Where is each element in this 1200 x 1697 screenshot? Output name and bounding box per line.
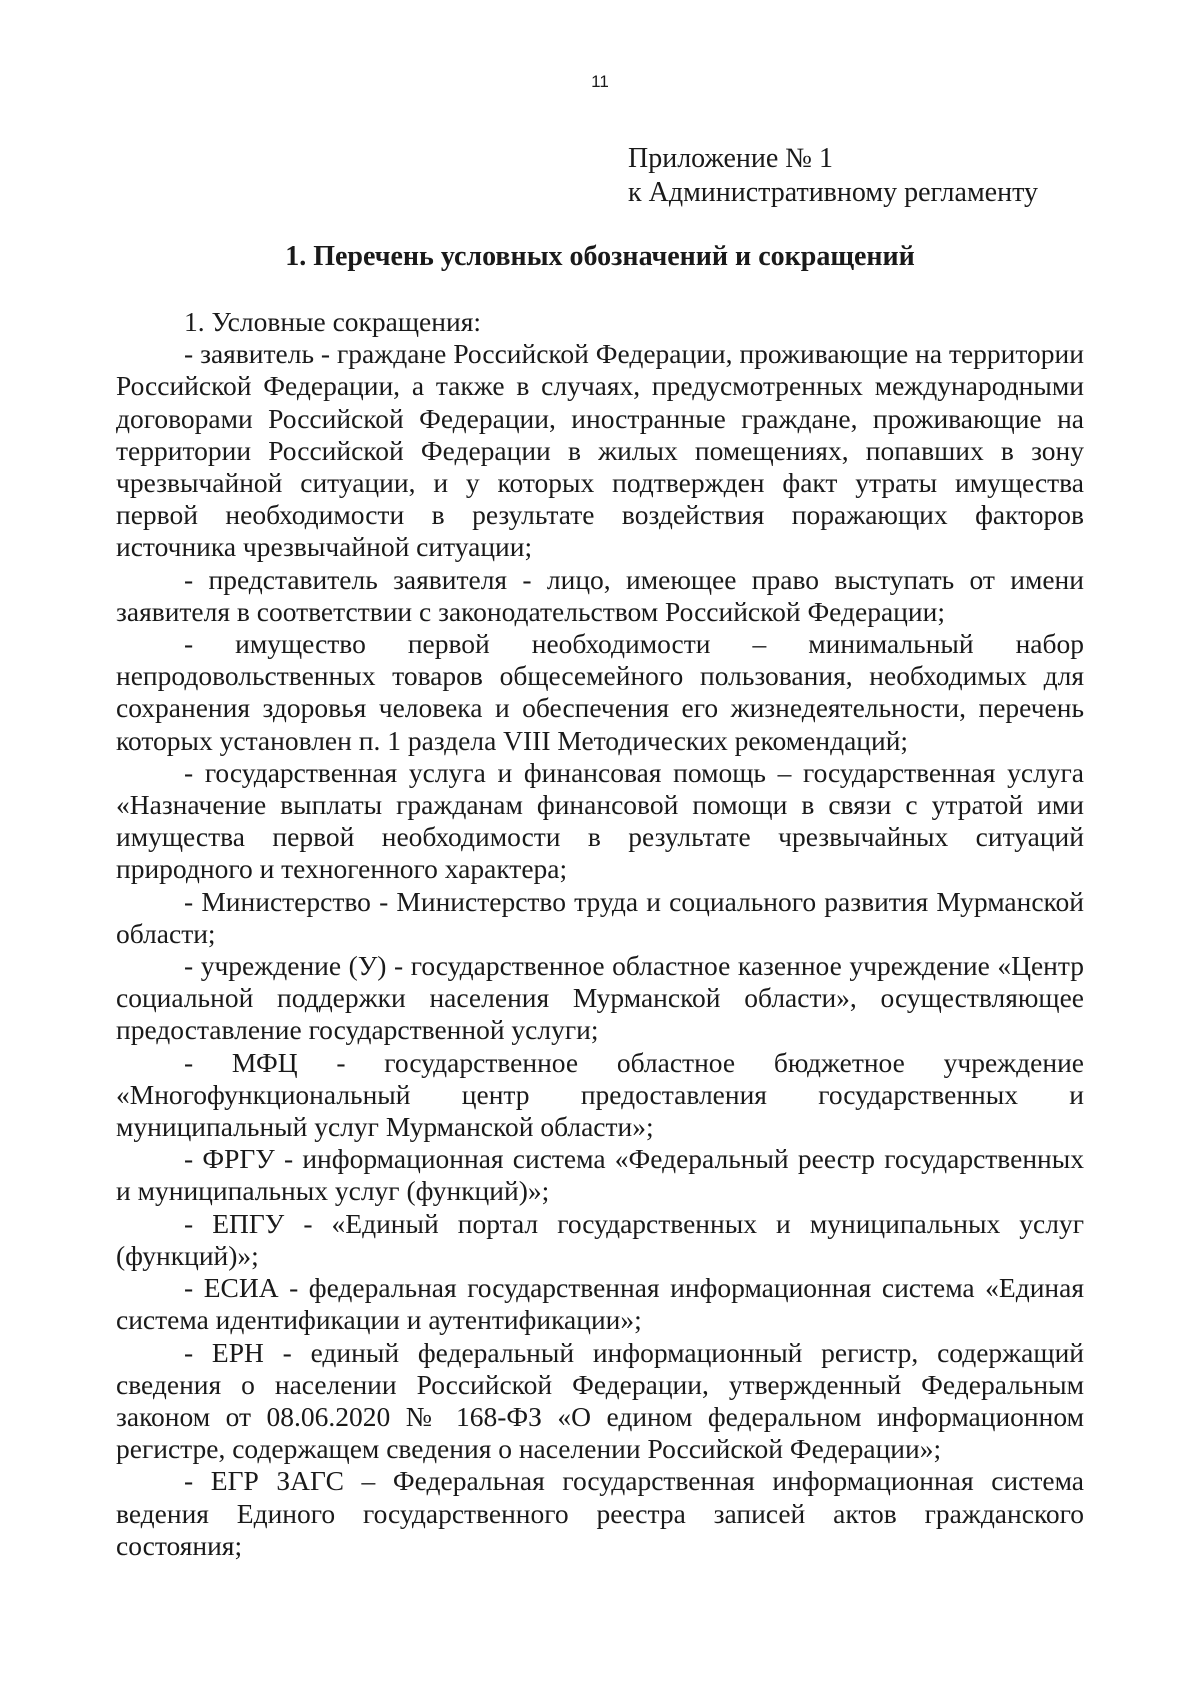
definition-egr-zags: - ЕГР ЗАГС – Федеральная государственная информационная система ведения Единого государственного реестра записей актов гражданского состояния; <box>116 1465 1084 1561</box>
appendix-reference <box>628 142 1038 210</box>
definition-state-service: - государственная услуга и финансовая помощь – государственная услуга «Назначение выплаты гражданам финансовой помощи в связи с утратой ими имущества первой необходимости в результате чрезвычайных ситуаций природного и техногенного характера; <box>116 756 1084 885</box>
definition-mfc: - МФЦ - государственное областное бюджетное учреждение «Многофункциональный центр предоставления государственных и муниципальный услуг Мурманской области»; <box>116 1046 1084 1143</box>
definition-applicant: - заявитель - граждане Российской Федерации, проживающие на территории Российской Федерации, а также в случаях, предусмотренных международными договорами Российской Федерации, иностранные граждане, проживающие на территории Российской Федерации в жилых помещениях, попавших в зону чрезвычайной ситуации, и у которых подтвержден факт утраты имущества первой необходимости в результате воздействия поражающих факторов источника чрезвычайной ситуации; <box>116 338 1084 563</box>
definition-epgu: - ЕПГУ - «Единый портал государственных и муниципальных услуг (функций)»; <box>116 1207 1084 1271</box>
page-number: 11 <box>591 72 609 91</box>
appendix-number: Приложение № 1 <box>628 143 833 174</box>
definition-representative: - представитель заявителя - лицо, имеющее право выступать от имени заявителя в соответствии с законодательством Российской Федерации; <box>116 563 1084 627</box>
definition-ministry: - Министерство - Министерство труда и социального развития Мурманской области; <box>116 885 1084 949</box>
document-body <box>116 306 1084 1562</box>
appendix-target: к Административному регламенту <box>628 177 1038 208</box>
definition-essential-property: - имущество первой необходимости – минимальный набор непродовольственных товаров общесемейного пользования, необходимых для сохранения здоровья человека и обеспечения его жизнедеятельности, перечень которых установлен п. 1 раздела VIII Методических рекомендаций; <box>116 628 1084 756</box>
definition-institution: - учреждение (У) - государственное областное казенное учреждение «Центр социальной поддержки населения Мурманской области», осуществляющее предоставление государственной услуги; <box>116 950 1084 1046</box>
definition-frgu: - ФРГУ - информационная система «Федеральный реестр государственных и муниципальных услуг (функций)»; <box>116 1143 1084 1207</box>
definition-esia: - ЕСИА - федеральная государственная информационная система «Единая система идентификации и аутентификации»; <box>116 1272 1084 1336</box>
subsection-title: 1. Условные сокращения: <box>184 306 481 337</box>
definition-ern: - ЕРН - единый федеральный информационный регистр, содержащий сведения о населении Российской Федерации, утвержденный Федеральным законом от 08.06.2020 № 168-ФЗ «О едином федеральном информационном регистре, содержащем сведения о населении Российской Федерации»; <box>116 1336 1084 1465</box>
section-title: 1. Перечень условных обозначений и сокращений <box>285 241 915 272</box>
